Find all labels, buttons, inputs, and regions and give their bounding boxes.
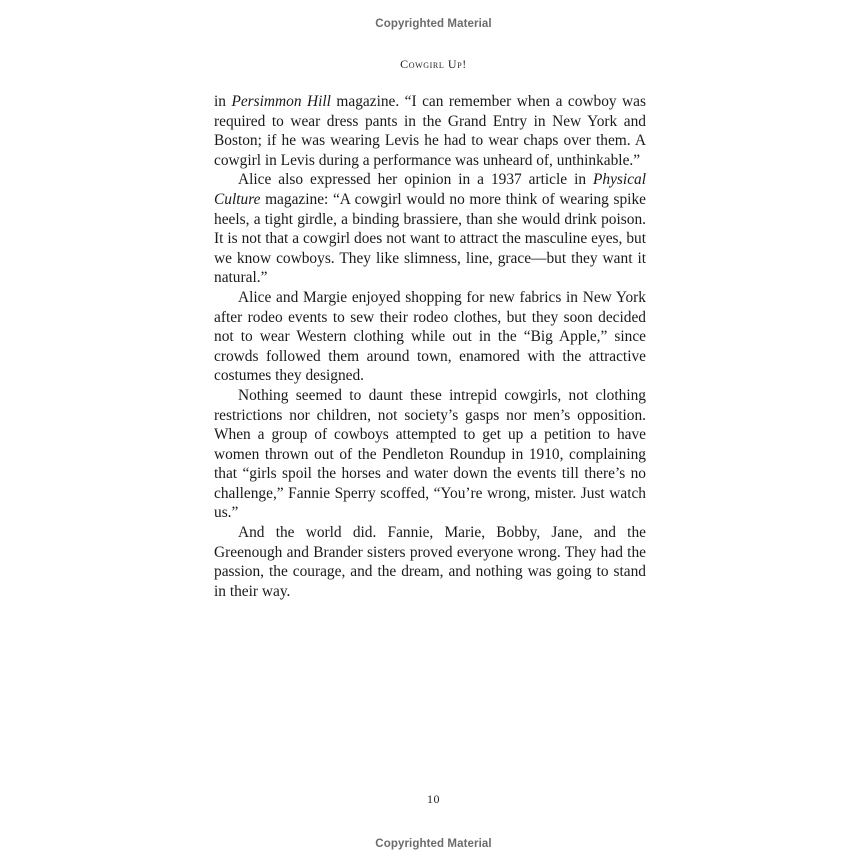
paragraph-1	[214, 92, 646, 170]
magazine-title-physical-culture: Physical Culture	[214, 171, 646, 208]
paragraph-1-text-b: magazine. “I can remember when a cowboy was required to wear dress pants in the Grand Entry in New York and Boston; if he was wearing Levis he had to wear chaps over them. A cowgirl in Levis during a performance was unheard of, unthinkable.”	[214, 93, 646, 169]
paragraph-4	[214, 386, 646, 523]
paragraph-3	[214, 288, 646, 386]
magazine-title-persimmon-hill: Persimmon Hill	[231, 93, 331, 110]
paragraph-2-text-a: Alice also expressed her opinion in a 1937 article in	[238, 171, 593, 189]
paragraph-4-text: Nothing seemed to daunt these intrepid cowgirls, not clothing restrictions nor children, not society’s gasps nor men’s opposition. When a group of cowboys attempted to get up a petition to have women thrown out of the Pendleton Roundup in 1910, complaining that “girls spoil the horses and water down the events till there’s no challenge,” Fannie Sperry scoffed, “You’re wrong, mister. Just watch us.”	[214, 386, 646, 522]
paragraph-2-text-b: magazine: “A cowgirl would no more think of wearing spike heels, a tight girdle, a binding brassiere, than she would drink poison. It is not that a cowgirl does not want to attract the masculine eyes, but we know cowboys. They like slimness, line, grace—but they want it natural.”	[214, 190, 646, 287]
copyright-watermark-bottom: Copyrighted Material	[375, 838, 492, 850]
body-text	[214, 92, 646, 601]
running-head: Cowgirl Up!	[400, 57, 467, 71]
paragraph-2	[214, 170, 646, 288]
paragraph-1-text-a: in	[214, 93, 232, 110]
paragraph-5	[214, 523, 646, 601]
page-number: 10	[427, 792, 440, 806]
paragraph-3-text: Alice and Margie enjoyed shopping for new fabrics in New York after rodeo events to sew their rodeo clothes, but they soon decided not to wear Western clothing while out in the “Big Apple,” since crowds followed them around town, enamored with the attractive costumes they designed.	[214, 288, 646, 385]
copyright-watermark-top: Copyrighted Material	[375, 18, 492, 30]
paragraph-5-text: And the world did. Fannie, Marie, Bobby, Jane, and the Greenough and Brander sisters proved everyone wrong. They had the passion, the courage, and the dream, and nothing was going to stand in their way.	[214, 524, 646, 600]
